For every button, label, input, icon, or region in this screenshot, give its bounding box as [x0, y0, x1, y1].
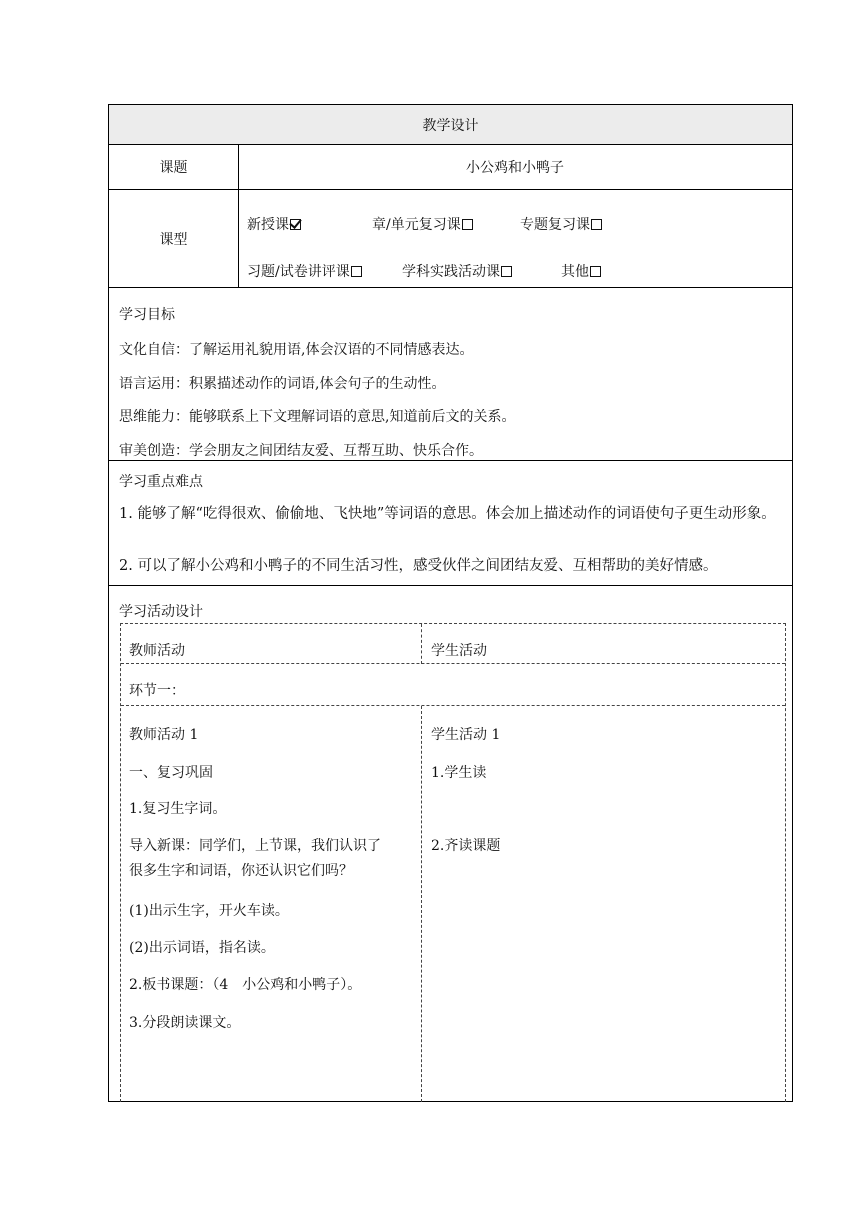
- key-points-section: [109, 461, 792, 586]
- teacher-activity-line: 很多生字和词语，你还认识它们吗？: [129, 863, 353, 879]
- option-exercise-review[interactable]: 习题/试卷讲评课: [247, 261, 362, 281]
- checkbox-icon[interactable]: [590, 266, 601, 277]
- teacher-activity-title: 教师活动 1: [129, 727, 199, 743]
- checkbox-icon[interactable]: [351, 266, 362, 277]
- table-title: 教学设计: [422, 117, 479, 134]
- goal-item: 语言运用：积累描述动作的词语,体会句子的生动性。: [119, 376, 446, 392]
- key-points-title: 学习重点难点: [119, 474, 203, 490]
- key-point-item: 1. 能够了解“吃得很欢、偷偷地、飞快地”等词语的意思。体会加上描述动作的词语使句子更生动形象。: [119, 506, 776, 522]
- key-point-item: 2. 可以了解小公鸡和小鸭子的不同生活习性，感受伙伴之间团结友爱、互相帮助的美好情感。: [119, 558, 718, 574]
- lesson-type-row: [109, 190, 792, 288]
- topic-label: 课题: [109, 145, 239, 189]
- student-activity-line: 1.学生读: [431, 765, 487, 781]
- checkbox-checked-icon[interactable]: [290, 219, 301, 230]
- stage-row: [121, 664, 785, 706]
- student-column-header: 学生活动: [431, 643, 487, 659]
- checkbox-icon[interactable]: [501, 266, 512, 277]
- option-unit-review[interactable]: 章/单元复习课: [372, 214, 473, 234]
- teacher-activity-line: (2)出示词语，指名读。: [129, 940, 275, 956]
- topic-value: 小公鸡和小鸭子: [466, 160, 564, 176]
- option-new-lesson[interactable]: 新授课: [247, 214, 301, 234]
- student-activity-title: 学生活动 1: [431, 727, 501, 743]
- activity-header-row: [121, 624, 785, 664]
- teacher-activity-line: (1)出示生字，开火车读。: [129, 903, 289, 919]
- activity-design-section: [109, 586, 792, 1101]
- table-header: [109, 105, 792, 145]
- goal-item: 文化自信：了解运用礼貌用语,体会汉语的不同情感表达。: [119, 342, 474, 358]
- topic-row: [109, 145, 792, 190]
- teacher-activity-line: 一、复习巩固: [129, 765, 213, 781]
- goals-title: 学习目标: [119, 307, 175, 323]
- teacher-activity-line: 导入新课：同学们，上节课，我们认识了: [129, 838, 381, 854]
- lesson-plan-table: [108, 104, 793, 1102]
- teacher-activity-line: 1.复习生字词。: [129, 801, 227, 817]
- lesson-type-label: 课型: [109, 190, 239, 287]
- option-practice-activity[interactable]: 学科实践活动课: [402, 261, 512, 281]
- option-other[interactable]: 其他: [561, 261, 601, 281]
- goal-item: 审美创造：学会朋友之间团结友爱、互帮互助、快乐合作。: [119, 443, 483, 459]
- checkbox-icon[interactable]: [591, 219, 602, 230]
- option-topic-review[interactable]: 专题复习课: [520, 214, 602, 234]
- checkbox-icon[interactable]: [462, 219, 473, 230]
- stage-label: 环节一：: [129, 683, 185, 699]
- learning-goals-section: [109, 288, 792, 461]
- activity-table: [120, 623, 786, 1102]
- student-activity-line: 2.齐读课题: [431, 838, 501, 854]
- teacher-activity-line: 3.分段朗读课文。: [129, 1015, 241, 1031]
- teacher-activity-line: 2.板书课题：（4 小公鸡和小鸭子）。: [129, 977, 362, 993]
- goal-item: 思维能力：能够联系上下文理解词语的意思,知道前后文的关系。: [119, 409, 516, 425]
- teacher-column-header: 教师活动: [129, 643, 185, 659]
- activity-title: 学习活动设计: [119, 604, 203, 620]
